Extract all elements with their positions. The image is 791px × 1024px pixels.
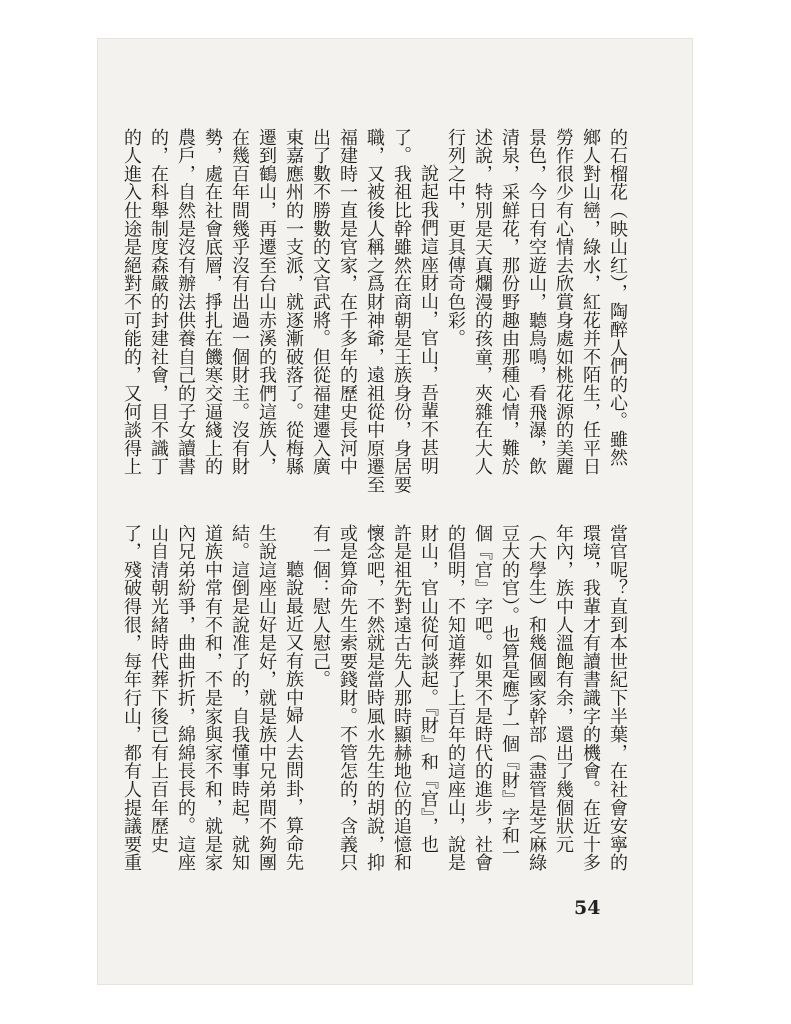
- text-column: 行列之中，更具傳奇色彩。: [445, 128, 466, 348]
- text-column: 山自清朝光緒時代葬下後已有上百年歷史: [148, 524, 169, 854]
- text-column: 懷念吧，不然就是當時風水先生的胡說，抑: [364, 524, 385, 872]
- text-column: 道族中常有不和，不是家與家不和，就是家: [202, 524, 223, 872]
- page-number: 54: [574, 897, 601, 919]
- text-column: 勢，處在社會底層，掙扎在饑寒交逼綫上的: [202, 128, 223, 476]
- text-column: 遷到鶴山，再遷至台山赤溪的我們這族人，: [256, 128, 277, 476]
- paragraph-start-column: 聽說最近又有族中婦人去問卦，算命先: [283, 560, 304, 872]
- text-column: 內兄弟紛爭，曲曲折折，綿綿長長的。這座: [175, 524, 196, 872]
- text-column: 了。我祖比幹雖然在商朝是王族身份，身居要: [391, 128, 412, 494]
- text-column: 年內，族中人溫飽有余，還出了幾個狀元: [553, 524, 574, 854]
- text-column: 的人進入仕途是絕對不可能的，又何談得上: [121, 128, 142, 476]
- text-column: 農戶，自然是沒有辦法供養自己的子女讀書: [175, 128, 196, 476]
- text-column: 福建時一直是官家，在千多年的歷史長河中: [337, 128, 358, 476]
- paragraph-start-column: 說起我們這座財山，官山，吾輩不甚明: [418, 164, 439, 476]
- text-column: 景色，今日有空遊山，聽鳥鳴，看飛瀑，飲: [526, 128, 547, 476]
- text-column: 豆大的官）。也算是應了一個『財』字和一: [499, 524, 520, 863]
- text-column: 職，又被後人稱之爲財神爺，遠祖從中原遷至: [364, 128, 385, 494]
- text-column: 有一個：慰人慰己。: [310, 524, 331, 689]
- text-column: 出了數不勝數的文官武將。但從福建遷入廣: [310, 128, 331, 476]
- text-column: 財山，官山從何談起。『財』和『官』，也: [418, 524, 439, 854]
- text-column: 環境，我輩才有讀書識字的機會。在近十多: [580, 524, 601, 872]
- text-column: 的倡明，不知道葬了上百年的這座山，說是: [445, 524, 466, 872]
- text-column: 的石榴花（映山红），陶醉人們的心。雖然: [607, 128, 628, 467]
- bottom-text-block: [118, 524, 631, 894]
- text-column: 勞作很少有心情去欣賞身處如桃花源的美麗: [553, 128, 574, 476]
- text-column: 許是祖先對遠古先人那時顯赫地位的追憶和: [391, 524, 412, 872]
- text-column: 鄉人對山巒，綠水，紅花并不陌生，任平日: [580, 128, 601, 476]
- text-column: 清泉，采鮮花，那份野趣由那種心情，難於: [499, 128, 520, 476]
- text-column: 生說這座山好是好，就是族中兄弟間不夠團: [256, 524, 277, 872]
- top-text-block: [118, 128, 631, 500]
- text-column: 的，在科舉制度森嚴的封建社會，目不識丁: [148, 128, 169, 476]
- text-column: 述說，特別是天真爛漫的孩童，夾雜在大人: [472, 128, 493, 476]
- text-column: 個『官』字吧。如果不是時代的進步，社會: [472, 524, 493, 872]
- text-column: 結。這倒是說准了的，自我懂事時起，就知: [229, 524, 250, 872]
- text-column: 在幾百年間幾乎沒有出過一個財主。沒有財: [229, 128, 250, 476]
- text-column: 當官呢？直到本世紀下半葉，在社會安寧的: [607, 524, 628, 872]
- text-column: 東嘉應州的一支派，就逐漸破落了。從梅縣: [283, 128, 304, 476]
- text-column: 了，殘破得很，每年行山，都有人提議要重: [121, 524, 142, 872]
- text-column: （大學生）和幾個國家幹部（盡管是芝麻綠: [526, 524, 547, 872]
- text-column: 或是算命先生索要錢財。不管怎的，含義只: [337, 524, 358, 872]
